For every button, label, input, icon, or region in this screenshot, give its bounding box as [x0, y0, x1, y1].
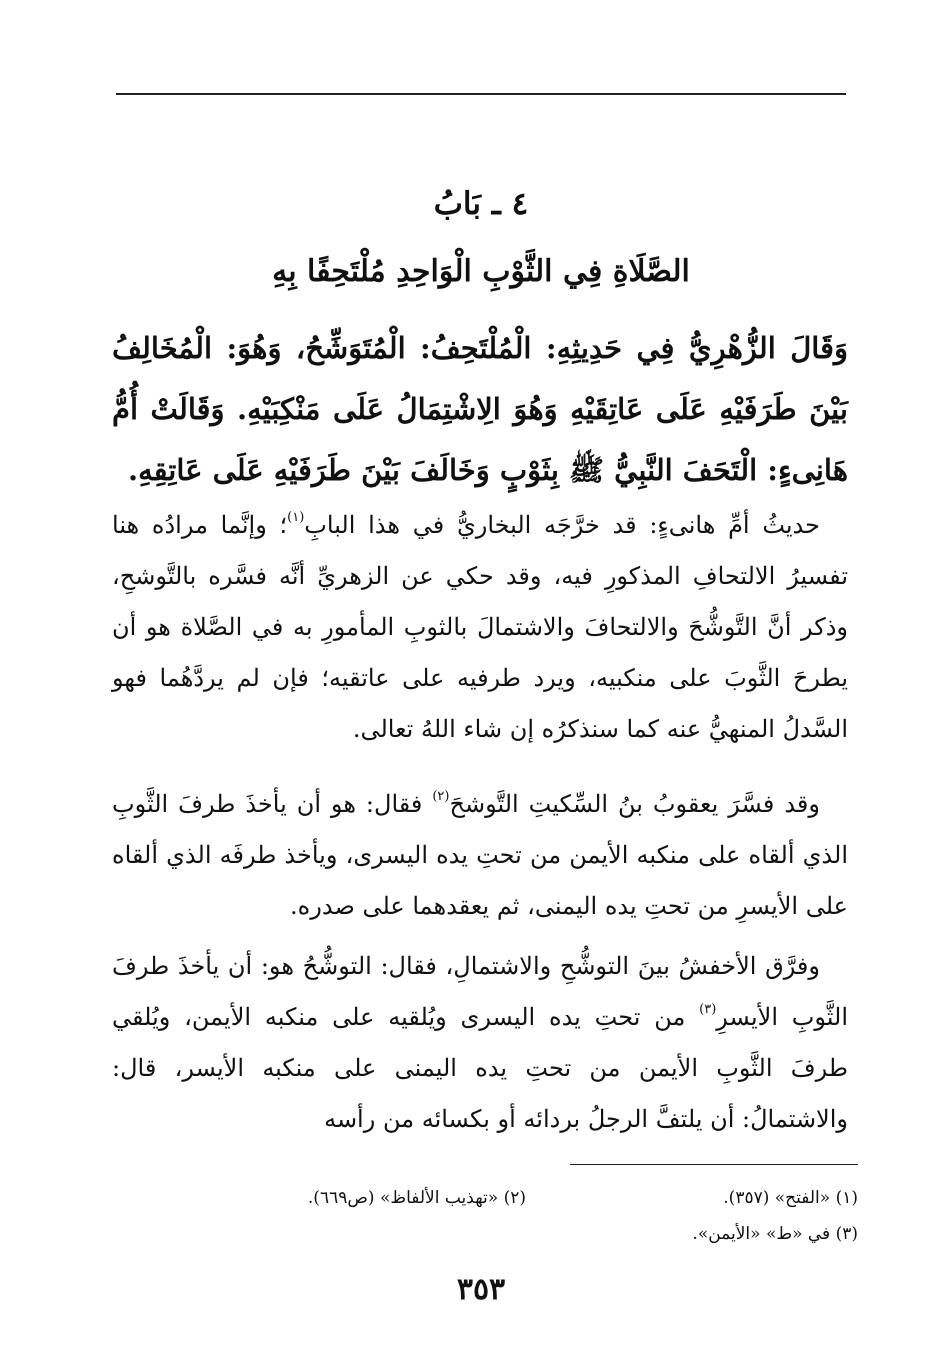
footnote-marker-1: (١): [287, 510, 305, 525]
commentary-paragraph-2: [112, 779, 848, 932]
footnote-1: (١) «الفتح» (٣٥٧).: [723, 1188, 858, 1208]
footnote-2: (٢) «تهذيب الألفاظ» (ص٦٦٩).: [307, 1188, 526, 1208]
paragraph-text: حديثُ أمِّ هانىءٍ: قد خرَّجَه البخاريُّ في هذا البابِ: [304, 511, 820, 539]
paragraph-text: ؛ وإنَّما مرادُه هنا تفسيرُ الالتحافِ المذكورِ فيه، وقد حكي عن الزهريِّ أنَّه فسَّره بالتَّوشحِ، وذكر أنَّ التَّوشُّحَ والالتحافَ والاشتمالَ بالثوبِ المأمورِ به في الصَّلاة هو أن يطرحَ الثَّوبَ على منكبيه، ويرد طرفيه على عاتقيه؛ فإن لم يردَّهُما فهو السَّدلُ المنهيُّ عنه كما سنذكرُه إن شاء اللهُ تعالى.: [112, 511, 848, 743]
chapter-title: الصَّلَاةِ فِي الثَّوْبِ الْوَاحِدِ مُلْتَحِفًا بِهِ: [272, 254, 690, 289]
paragraph-text: من تحتِ يده اليسرى ويُلقيه على منكبه الأيمن، ويُلقي طرفَ الثَّوبِ الأيمن من تحتِ يده اليمنى على منكبه الأيسر، قال: والاشتمالُ: أن يلتفَّ الرجلُ بردائه أو بكسائه من رأسه: [112, 1003, 848, 1133]
footnote-3: (٣) في «ط» «الأيمن».: [692, 1224, 858, 1244]
paragraph-text: فقال: هو أن يأخذَ طرفَ الثَّوبِ الذي ألقاه على منكبه الأيمن من تحتِ يده اليسرى، ويأخذ طرفَه الذي ألقاه على الأيسرِ من تحتِ يده اليمنى، ثم يعقدهما على صدره.: [112, 790, 848, 920]
page-number: ٣٥٣: [456, 1272, 506, 1307]
paragraph-text: وفرَّق الأخفشُ بينَ التوشُّحِ والاشتمالِ، فقال: التوشُّحُ هو: أن يأخذَ طرفَ الثَّوبِ الأيسرِ: [112, 952, 849, 1031]
commentary-paragraph-1: [112, 500, 848, 755]
footnote-row: [116, 1216, 858, 1252]
footnote-marker-3: (٣): [699, 1002, 717, 1017]
footnote-marker-2: (٢): [432, 789, 450, 804]
header-rule: [116, 93, 846, 95]
footnote-separator: [570, 1164, 858, 1165]
paragraph-text: وقد فسَّرَ يعقوبُ بنُ السِّكيتِ التَّوشحَ: [449, 790, 820, 818]
hadith-text: وَقَالَ الزُّهْرِيُّ فِي حَدِيثِهِ: الْمُلْتَحِفُ: الْمُتَوَشِّحُ، وَهُوَ: الْمُخَالِفُ بَيْنَ طَرَفَيْهِ عَلَى عَاتِقَيْهِ وَهُوَ الِاشْتِمَالُ عَلَى مَنْكِبَيْهِ. وَقَالَتْ أُمُّ هَانِىءٍ: الْتَحَفَ النَّبِيُّ ﷺ بِثَوْبٍ وَخَالَفَ بَيْنَ طَرَفَيْهِ عَلَى عَاتِقِهِ.: [112, 331, 848, 487]
footnotes: [116, 1180, 858, 1252]
commentary-paragraph-3: [112, 941, 848, 1145]
footnote-row: [116, 1180, 858, 1216]
chapter-number-heading: ٤ ـ بَابُ: [433, 186, 529, 222]
